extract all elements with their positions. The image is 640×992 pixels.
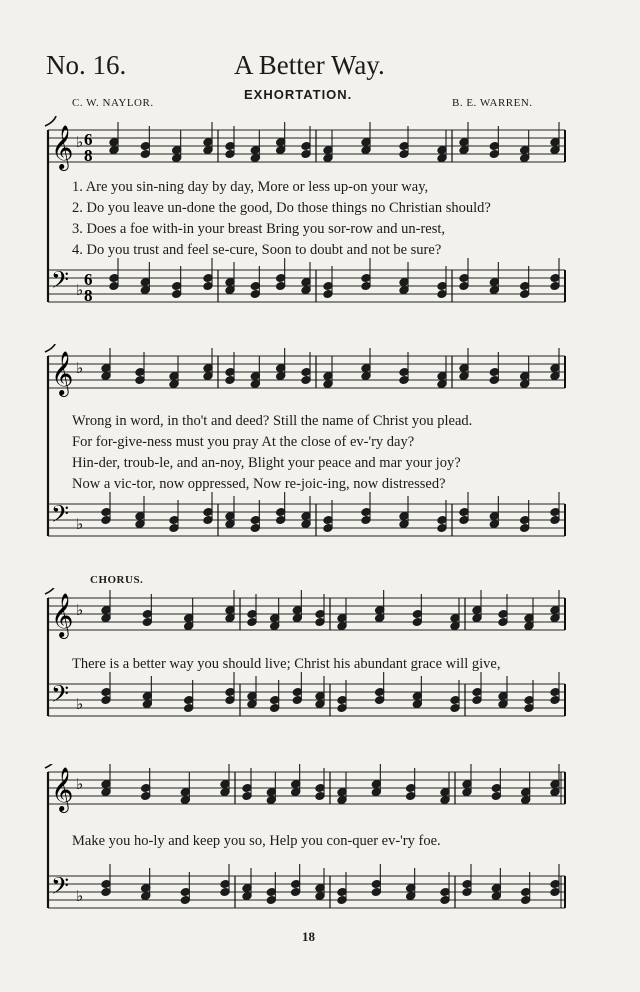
page-number: 18 <box>302 929 315 944</box>
note-chord <box>520 500 530 532</box>
note-chord <box>169 500 179 532</box>
note-chord <box>315 594 325 626</box>
note-chord <box>520 266 530 298</box>
flat-icon: ♭ <box>76 775 84 793</box>
flat-icon: ♭ <box>76 281 84 299</box>
hymn-title: A Better Way. <box>234 50 385 80</box>
note-chord <box>406 768 416 800</box>
note-chord <box>315 768 325 800</box>
note-chord <box>276 258 286 290</box>
note-chord <box>242 768 252 800</box>
note-chord <box>101 672 111 704</box>
note-chord <box>184 680 194 712</box>
note-chord <box>140 126 150 158</box>
note-chord <box>399 352 409 384</box>
music-system-2 <box>0 344 640 564</box>
note-chord <box>323 500 333 532</box>
note-chord <box>550 258 560 290</box>
note-chord <box>250 500 260 532</box>
note-chord <box>521 872 531 904</box>
time-signature-top: 6 <box>84 130 93 149</box>
note-chord <box>135 352 145 384</box>
note-chord <box>301 352 311 384</box>
note-chord <box>203 258 213 290</box>
note-chord <box>180 872 190 904</box>
hymn-subtitle: EXHORTATION. <box>244 87 353 102</box>
note-chord <box>276 492 286 524</box>
chorus-line-2: Make you ho-ly and keep you so, Help you con-quer ev-'ry foe. <box>72 833 441 849</box>
note-chord <box>203 492 213 524</box>
hymn-number: No. 16. <box>46 50 127 80</box>
chorus-label: CHORUS. <box>90 574 144 586</box>
treble-staff <box>48 598 565 630</box>
note-chord <box>270 680 280 712</box>
verse-4-line-1: 4. Do you trust and feel se-cure, Soon to doubt and not be sure? <box>72 242 442 258</box>
verse-3-line-2: Hin-der, troub-le, and an-noy, Blight your peace and mar your joy? <box>72 455 461 471</box>
note-chord <box>220 864 230 896</box>
time-signature-top: 6 <box>84 270 93 289</box>
note-chord <box>489 126 499 158</box>
note-chord <box>524 680 534 712</box>
note-chord <box>337 872 347 904</box>
time-signature-bottom: 8 <box>84 146 93 165</box>
note-chord <box>550 492 560 524</box>
note-chord <box>172 266 182 298</box>
bass-staff <box>48 876 565 908</box>
flat-icon: ♭ <box>76 695 84 713</box>
note-chord <box>489 352 499 384</box>
flat-icon: ♭ <box>76 601 84 619</box>
bass-staff <box>48 270 565 302</box>
note-chord <box>101 492 111 524</box>
note-chord <box>371 864 381 896</box>
verse-1-line-1: 1. Are you sin-ning day by day, More or less up-on your way, <box>72 179 429 195</box>
bass-clef-icon: 𝄢 <box>51 500 70 533</box>
note-chord <box>101 864 111 896</box>
note-chord <box>225 352 235 384</box>
note-chord <box>491 768 501 800</box>
note-chord <box>142 594 152 626</box>
note-chord <box>550 864 560 896</box>
note-chord <box>437 266 447 298</box>
chorus-line-1: There is a better way you should live; Christ his abundant grace will give, <box>72 656 501 672</box>
note-chord <box>292 672 302 704</box>
note-chord <box>459 258 469 290</box>
bass-clef-icon: 𝄢 <box>51 266 70 299</box>
note-chord <box>250 266 260 298</box>
note-chord <box>247 594 257 626</box>
composer-credit: B. E. WARREN. <box>452 97 533 109</box>
time-signature-bottom: 8 <box>84 286 93 305</box>
treble-clef-icon: 𝄞 <box>51 767 74 811</box>
bass-clef-icon: 𝄢 <box>51 872 70 905</box>
flat-icon: ♭ <box>76 887 84 905</box>
note-chord <box>462 864 472 896</box>
note-chord <box>323 266 333 298</box>
verse-2-line-1: 2. Do you leave un-done the good, Do those things no Christian should? <box>72 200 491 216</box>
treble-staff <box>48 772 565 804</box>
note-chord <box>266 872 276 904</box>
note-chord <box>225 126 235 158</box>
note-chord <box>550 672 560 704</box>
note-chord <box>361 492 371 524</box>
note-chord <box>109 258 119 290</box>
treble-clef-icon: 𝄞 <box>51 125 74 169</box>
bass-staff <box>48 504 565 536</box>
bass-clef-icon: 𝄢 <box>51 680 70 713</box>
music-system-4 <box>0 764 640 944</box>
note-chord <box>440 872 450 904</box>
flat-icon: ♭ <box>76 515 84 533</box>
verse-3-line-1: 3. Does a foe with-in your breast Bring you sor-row and un-rest, <box>72 221 445 237</box>
note-chord <box>412 594 422 626</box>
verse-2-line-2: For for-give-ness must you pray At the close of ev-'ry day? <box>72 434 415 450</box>
note-chord <box>459 492 469 524</box>
note-chord <box>437 500 447 532</box>
note-chord <box>450 680 460 712</box>
note-chord <box>472 672 482 704</box>
bass-staff <box>48 684 565 716</box>
verse-1-line-2: Wrong in word, in tho't and deed? Still the name of Christ you plead. <box>72 413 473 429</box>
note-chord <box>225 672 235 704</box>
author-credit: C. W. NAYLOR. <box>72 97 154 109</box>
note-chord <box>399 126 409 158</box>
flat-icon: ♭ <box>76 133 84 151</box>
note-chord <box>337 680 347 712</box>
note-chord <box>375 672 385 704</box>
verse-4-line-2: Now a vic-tor, now oppressed, Now re-joic-ing, now distressed? <box>72 476 446 492</box>
note-chord <box>291 864 301 896</box>
note-chord <box>141 768 151 800</box>
note-chord <box>361 258 371 290</box>
flat-icon: ♭ <box>76 359 84 377</box>
treble-clef-icon: 𝄞 <box>51 593 74 637</box>
note-chord <box>498 594 508 626</box>
note-chord <box>301 126 311 158</box>
treble-clef-icon: 𝄞 <box>51 351 74 395</box>
